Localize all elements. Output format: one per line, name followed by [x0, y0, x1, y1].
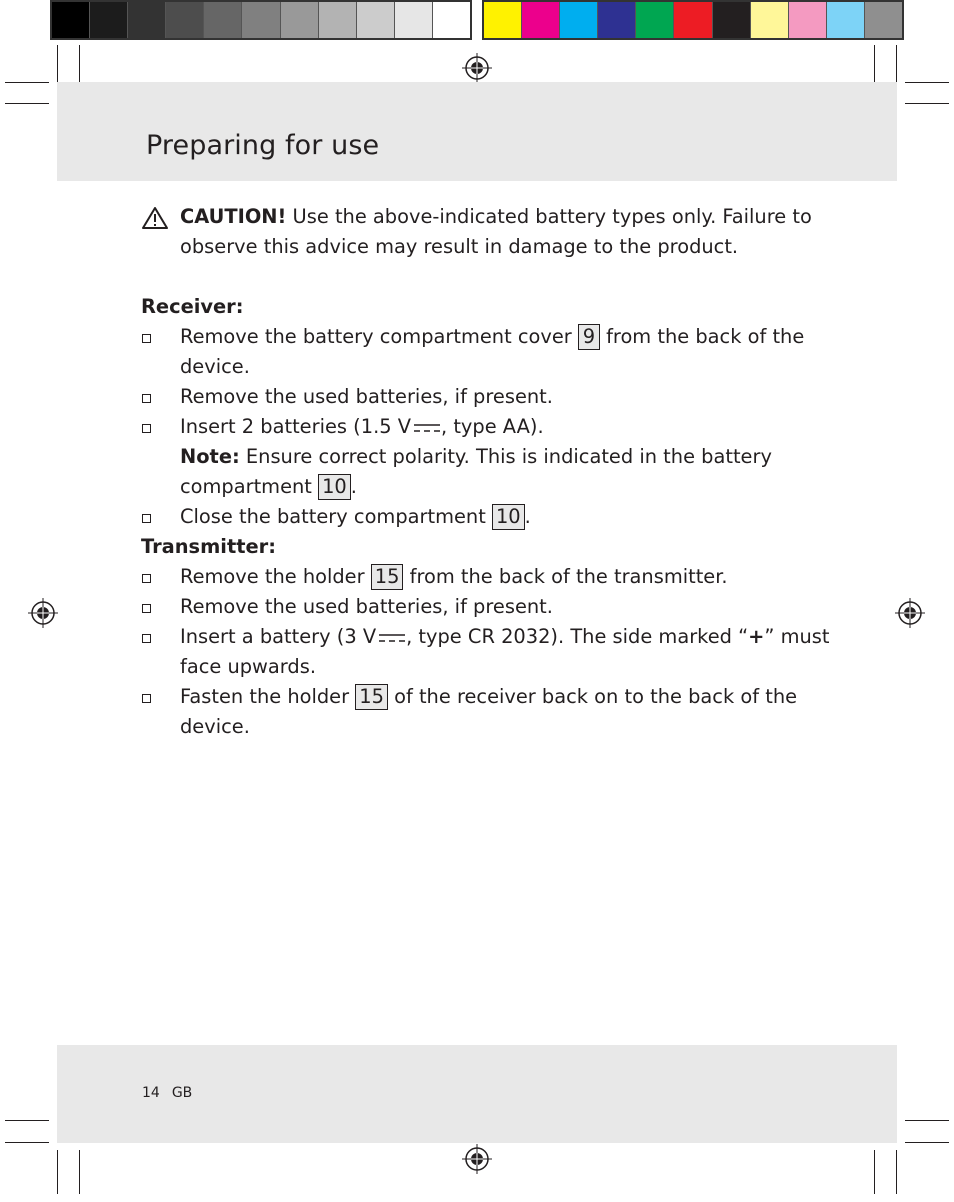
- transmitter-steps: [141, 562, 841, 742]
- color-swatch: [827, 2, 865, 38]
- part-reference: 10: [318, 474, 351, 500]
- step-text: from the back of the transmitter.: [403, 565, 728, 588]
- color-swatch: [433, 2, 470, 38]
- list-item: [141, 562, 841, 592]
- list-item: [141, 622, 841, 682]
- crop-mark: [79, 1150, 80, 1194]
- color-swatch: [598, 2, 636, 38]
- checkbox-bullet-icon: [142, 424, 151, 433]
- color-swatch: [357, 2, 395, 38]
- step-text: , type AA).: [441, 415, 544, 438]
- note-text: .: [350, 475, 357, 498]
- receiver-steps-cont: [141, 502, 841, 532]
- registration-mark-icon: [462, 53, 492, 83]
- caution-text: Use the above-indicated battery types only. Failure to observe this advice may result in damage to the product.: [180, 205, 812, 258]
- checkbox-bullet-icon: [142, 394, 151, 403]
- caution-notice: [141, 202, 841, 262]
- crop-mark: [5, 103, 49, 104]
- step-text: Remove the battery compartment cover: [180, 325, 578, 348]
- step-text: Remove the holder: [180, 565, 371, 588]
- step-text: of the receiver back on to the back of the device.: [180, 685, 798, 738]
- step-text: from the back of the device.: [180, 325, 805, 378]
- part-reference: 15: [371, 564, 404, 590]
- receiver-heading: Receiver:: [141, 295, 244, 318]
- page-title: Preparing for use: [146, 130, 380, 161]
- color-swatch: [204, 2, 242, 38]
- page-number: 14: [142, 1085, 160, 1101]
- list-item: [141, 502, 841, 532]
- receiver-steps: [141, 322, 841, 442]
- step-text: , type CR 2032). The side marked “: [406, 625, 749, 648]
- checkbox-bullet-icon: [142, 334, 151, 343]
- step-text: ” must face upwards.: [180, 625, 830, 678]
- list-item: [141, 322, 841, 382]
- note-label: Note:: [180, 445, 240, 468]
- color-swatch: [395, 2, 433, 38]
- color-swatch: [90, 2, 128, 38]
- grayscale-color-bar: [50, 0, 472, 40]
- step-text: Close the battery compartment: [180, 505, 492, 528]
- registration-mark-icon: [895, 598, 925, 628]
- checkbox-bullet-icon: [142, 634, 151, 643]
- color-swatch: [751, 2, 789, 38]
- plus-sign: +: [748, 625, 765, 648]
- checkbox-bullet-icon: [142, 514, 151, 523]
- part-reference: 10: [492, 504, 525, 530]
- step-text: .: [524, 505, 531, 528]
- list-item: [141, 412, 841, 442]
- caution-label: CAUTION!: [180, 205, 287, 228]
- color-swatch: [522, 2, 560, 38]
- part-reference: 9: [578, 324, 600, 350]
- step-text: Insert a battery (3 V: [180, 625, 377, 648]
- color-swatch: [52, 2, 90, 38]
- instructions: [141, 202, 841, 742]
- polarity-note: [141, 442, 841, 502]
- registration-mark-icon: [28, 598, 58, 628]
- warning-triangle-icon: [141, 206, 169, 230]
- color-swatch: [636, 2, 674, 38]
- color-swatch: [319, 2, 357, 38]
- crop-mark: [905, 1142, 949, 1143]
- color-swatch: [128, 2, 166, 38]
- note-text: Ensure correct polarity. This is indicated in the battery compartment: [180, 445, 772, 498]
- step-text: Remove the used batteries, if present.: [180, 385, 553, 408]
- color-swatch: [789, 2, 827, 38]
- crop-mark: [905, 103, 949, 104]
- step-text: Fasten the holder: [180, 685, 356, 708]
- language-code: GB: [171, 1085, 193, 1101]
- color-swatch: [560, 2, 598, 38]
- color-swatch: [281, 2, 319, 38]
- registration-mark-icon: [462, 1144, 492, 1174]
- process-color-bar: [482, 0, 904, 40]
- color-swatch: [674, 2, 712, 38]
- checkbox-bullet-icon: [142, 604, 151, 613]
- color-swatch: [713, 2, 751, 38]
- checkbox-bullet-icon: [142, 574, 151, 583]
- list-item: [141, 682, 841, 742]
- crop-mark: [5, 1120, 49, 1121]
- color-swatch: [865, 2, 902, 38]
- crop-mark: [905, 1120, 949, 1121]
- checkbox-bullet-icon: [142, 694, 151, 703]
- color-swatch: [484, 2, 522, 38]
- color-swatch: [166, 2, 204, 38]
- crop-mark: [57, 1150, 58, 1194]
- direct-current-icon: [378, 632, 406, 644]
- crop-mark: [905, 82, 949, 83]
- step-text: Remove the used batteries, if present.: [180, 595, 553, 618]
- color-swatch: [242, 2, 280, 38]
- step-text: Insert 2 batteries (1.5 V: [180, 415, 411, 438]
- crop-mark: [896, 1150, 897, 1194]
- direct-current-icon: [413, 422, 441, 434]
- crop-mark: [5, 1142, 49, 1143]
- transmitter-heading: Transmitter:: [141, 535, 276, 558]
- list-item: [141, 382, 841, 412]
- page-footer: [142, 1085, 204, 1101]
- crop-mark: [5, 82, 49, 83]
- crop-mark: [874, 1150, 875, 1194]
- part-reference: 15: [355, 684, 388, 710]
- list-item: [141, 592, 841, 622]
